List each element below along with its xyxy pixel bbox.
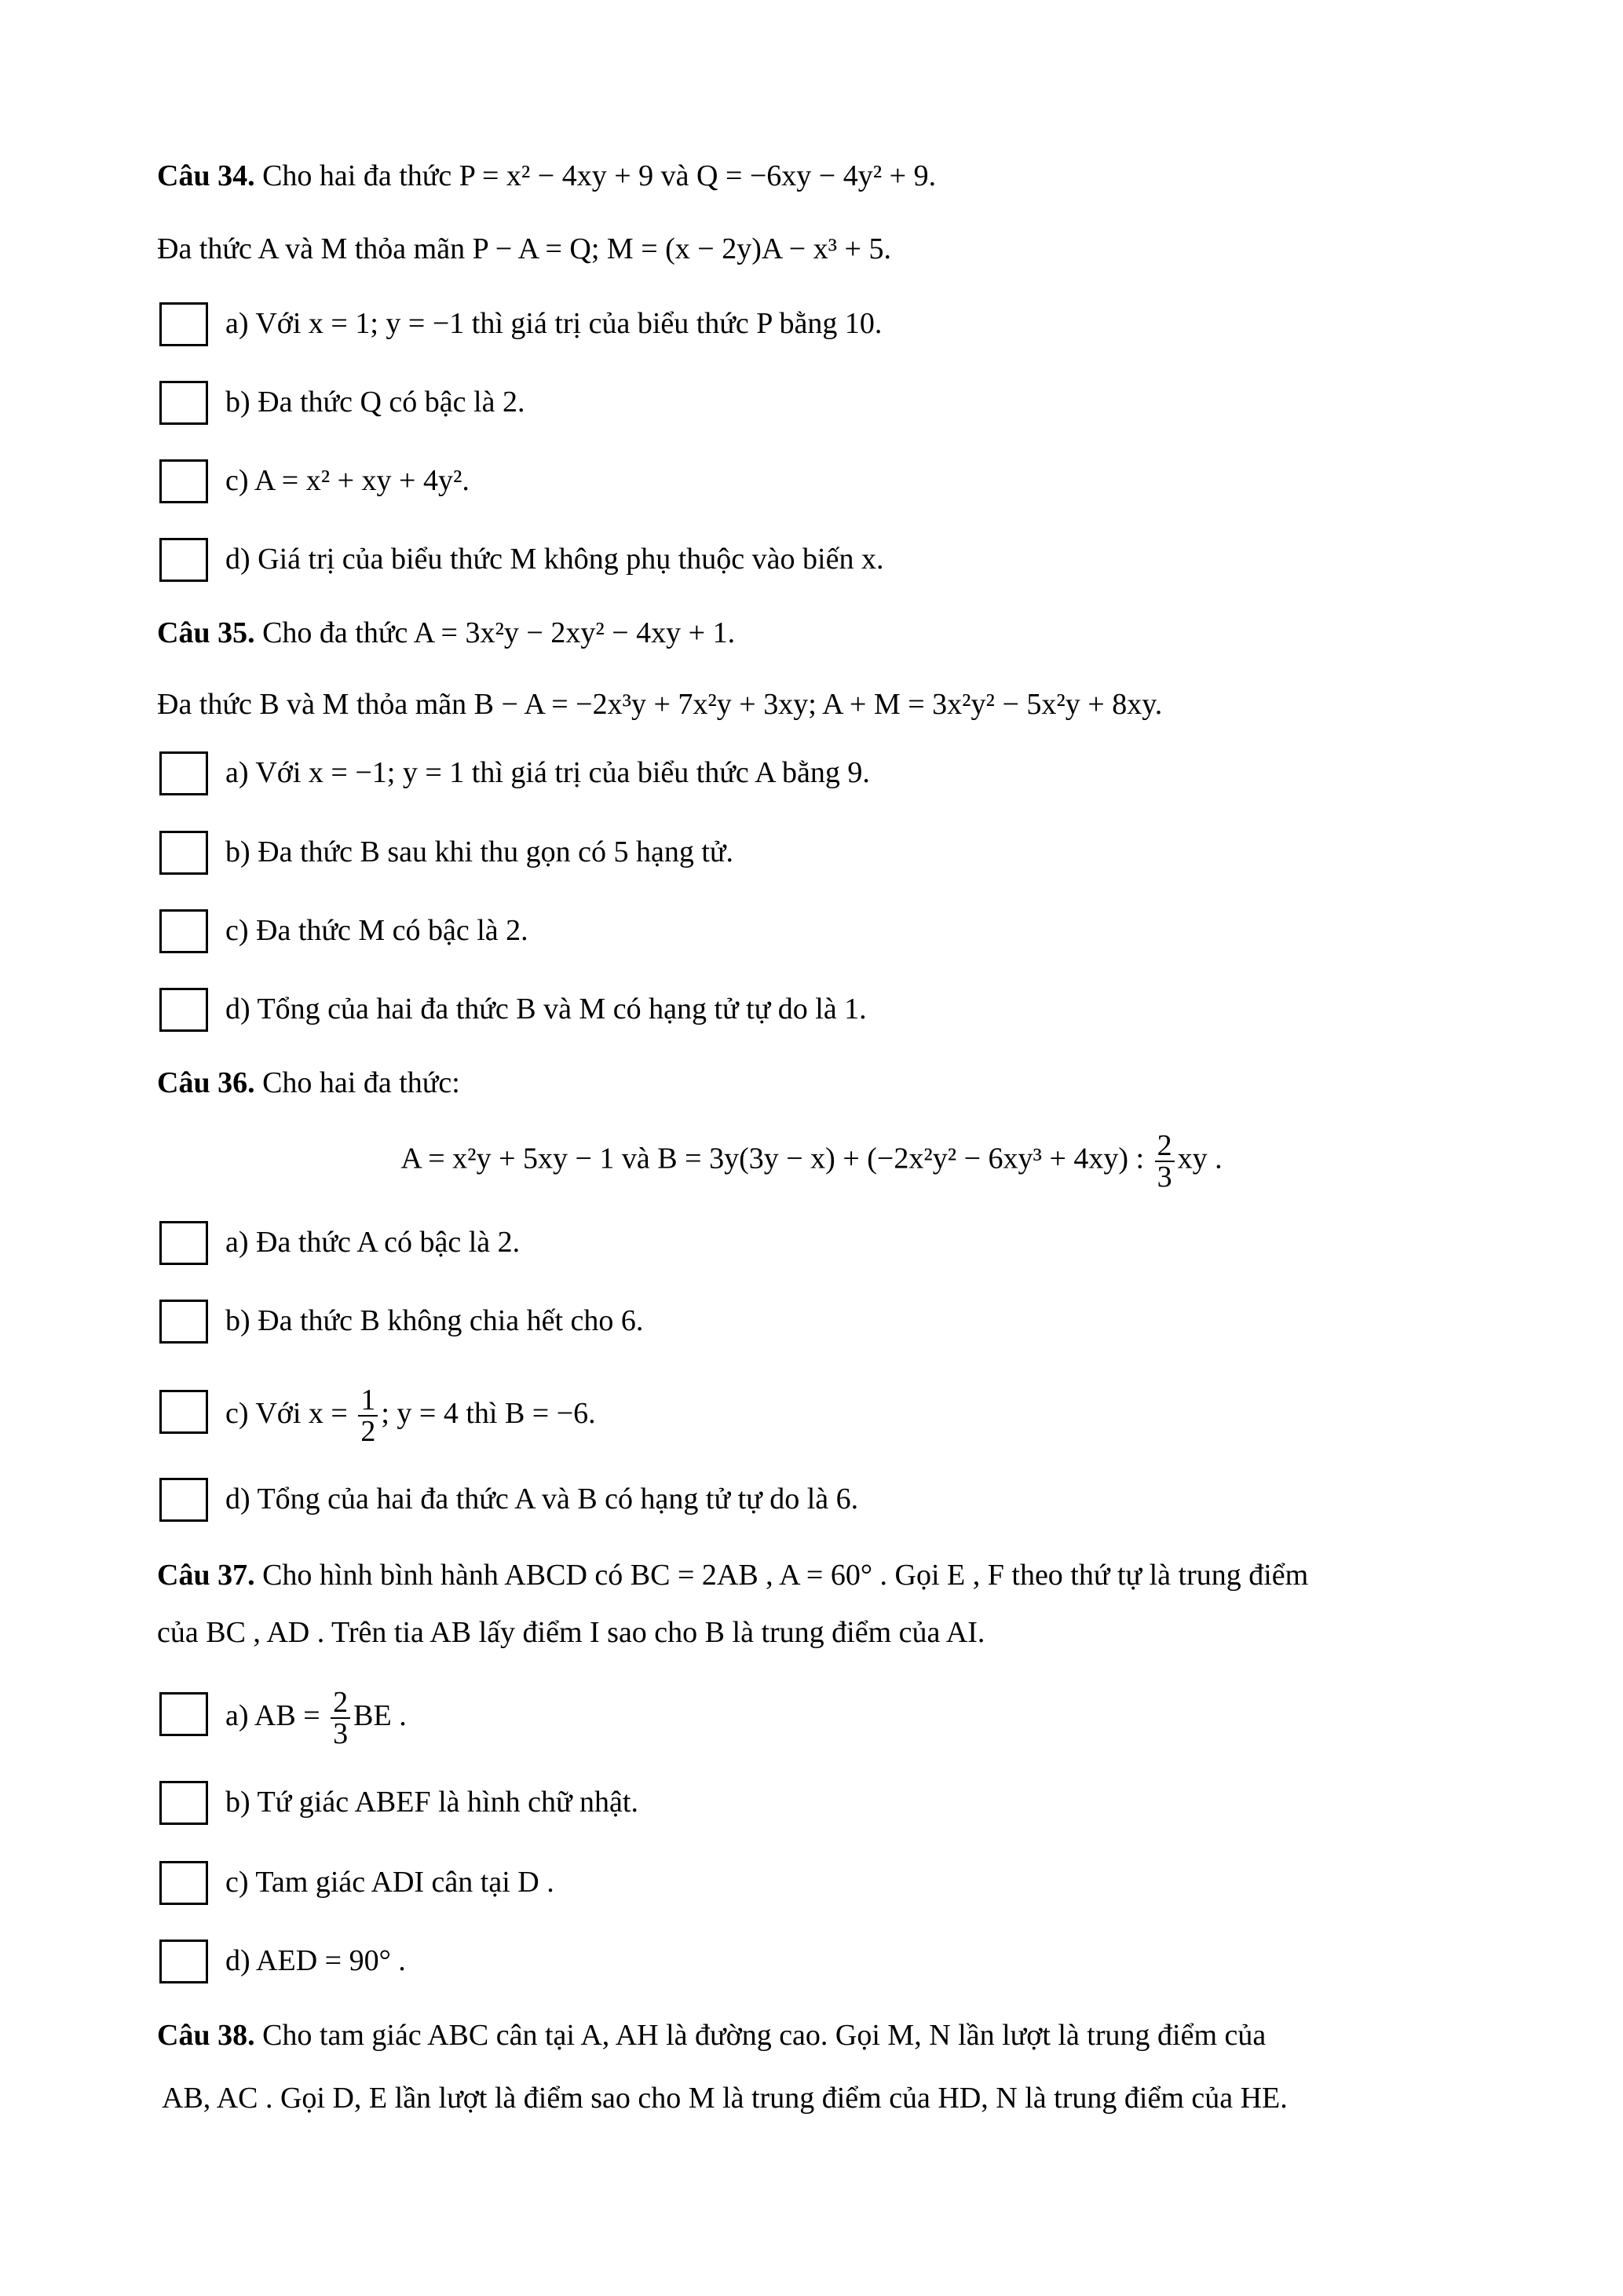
q36-formula-frac-num: 2 [1155,1131,1175,1162]
q37-a-frac-num: 2 [331,1687,350,1719]
q37-stem [157,1556,1308,1594]
q35-b-checkbox[interactable] [159,831,208,875]
q37-a-left: a) AB = [225,1699,328,1732]
q36-b-text: b) Đa thức B không chia hết cho 6. [225,1304,644,1337]
q37-a-frac-den: 3 [333,1717,349,1751]
q36-formula-right: xy . [1177,1142,1223,1175]
q37-a-text [225,1678,407,1753]
q34-b-checkbox[interactable] [159,381,208,425]
q37-d-text: d) AED = 90° . [225,1944,406,1977]
q36-stem-text: Cho hai đa thức: [254,1066,460,1099]
q34-stem [157,157,936,195]
q36-formula-frac-den: 3 [1157,1161,1172,1194]
q36-formula-left: A = x²y + 5xy − 1 và B = 3y(3y − x) + (−2x²y² − 6xy³ + 4xy) : [400,1142,1152,1175]
q38-label: Câu 38. [157,2019,255,2052]
q36-formula-fraction [1155,1131,1175,1192]
q34-c-text: c) A = x² + xy + 4y². [225,464,470,497]
q37-a-right: BE . [353,1699,407,1732]
q38-stem2: AB, AC . Gọi D, E lần lượt là điểm sao cho M là trung điểm của HD, N là trung điểm của HE. [162,2082,1288,2115]
q37-label: Câu 37. [157,1559,255,1592]
q36-d-text: d) Tổng của hai đa thức A và B có hạng tử tự do là 6. [225,1483,859,1515]
q36-c-text [225,1376,596,1451]
q35-c-text: c) Đa thức M có bậc là 2. [225,914,528,947]
q34-d-checkbox[interactable] [159,538,208,582]
q37-a-fraction [331,1687,350,1749]
q37-stem2: của BC , AD . Trên tia AB lấy điểm I sao cho B là trung điểm của AI. [157,1616,985,1649]
q35-stem [157,614,735,652]
q36-c-left: c) Với x = [225,1397,356,1430]
q35-d-text: d) Tổng của hai đa thức B và M có hạng tử tự do là 1. [225,993,867,1026]
q35-label: Câu 35. [157,616,255,649]
q35-a-text: a) Với x = −1; y = 1 thì giá trị của biểu thức A bằng 9. [225,756,870,789]
q36-stem [157,1064,460,1102]
q34-d-text: d) Giá trị của biểu thức M không phụ thuộc vào biến x. [225,543,884,576]
q36-formula [0,1131,1623,1192]
q35-a-checkbox[interactable] [159,751,208,795]
q36-c-right: ; y = 4 thì B = −6. [381,1397,596,1430]
q34-given: Đa thức A và M thỏa mãn P − A = Q; M = (x − 2y)A − x³ + 5. [157,232,891,265]
q38-stem [157,2016,1266,2054]
q36-c-checkbox[interactable] [159,1390,208,1434]
q36-c-frac-num: 1 [358,1385,378,1417]
q38-stem-text: Cho tam giác ABC cân tại A, AH là đường cao. Gọi M, N lần lượt là trung điểm của [254,2019,1267,2052]
q34-a-checkbox[interactable] [159,302,208,346]
q36-a-checkbox[interactable] [159,1221,208,1265]
q36-c-frac-den: 2 [360,1415,376,1449]
q34-stem-text: Cho hai đa thức P = x² − 4xy + 9 và Q = −6xy − 4y² + 9. [254,159,937,192]
q37-d-checkbox[interactable] [159,1940,208,1983]
q37-b-text: b) Tứ giác ABEF là hình chữ nhật. [225,1786,638,1819]
q35-d-checkbox[interactable] [159,988,208,1032]
q34-b-text: b) Đa thức Q có bậc là 2. [225,386,525,419]
q37-stem-text: Cho hình bình hành ABCD có BC = 2AB , A = 60° . Gọi E , F theo thứ tự là trung điểm [254,1559,1309,1592]
q35-given: Đa thức B và M thỏa mãn B − A = −2x³y + 7x²y + 3xy; A + M = 3x²y² − 5x²y + 8xy. [157,688,1163,721]
q37-b-checkbox[interactable] [159,1781,208,1825]
q35-c-checkbox[interactable] [159,909,208,953]
q36-b-checkbox[interactable] [159,1300,208,1344]
q36-c-fraction [358,1384,378,1449]
q34-c-checkbox[interactable] [159,459,208,503]
q34-a-text: a) Với x = 1; y = −1 thì giá trị của biểu thức P bằng 10. [225,307,883,340]
q36-d-checkbox[interactable] [159,1478,208,1522]
q35-b-text: b) Đa thức B sau khi thu gọn có 5 hạng tử. [225,835,733,868]
q37-c-text: c) Tam giác ADI cân tại D . [225,1866,554,1899]
q36-label: Câu 36. [157,1066,255,1099]
q37-a-checkbox[interactable] [159,1692,208,1736]
q35-stem-text: Cho đa thức A = 3x²y − 2xy² − 4xy + 1. [254,616,736,649]
q37-c-checkbox[interactable] [159,1861,208,1905]
q36-a-text: a) Đa thức A có bậc là 2. [225,1226,521,1259]
q34-label: Câu 34. [157,159,255,192]
